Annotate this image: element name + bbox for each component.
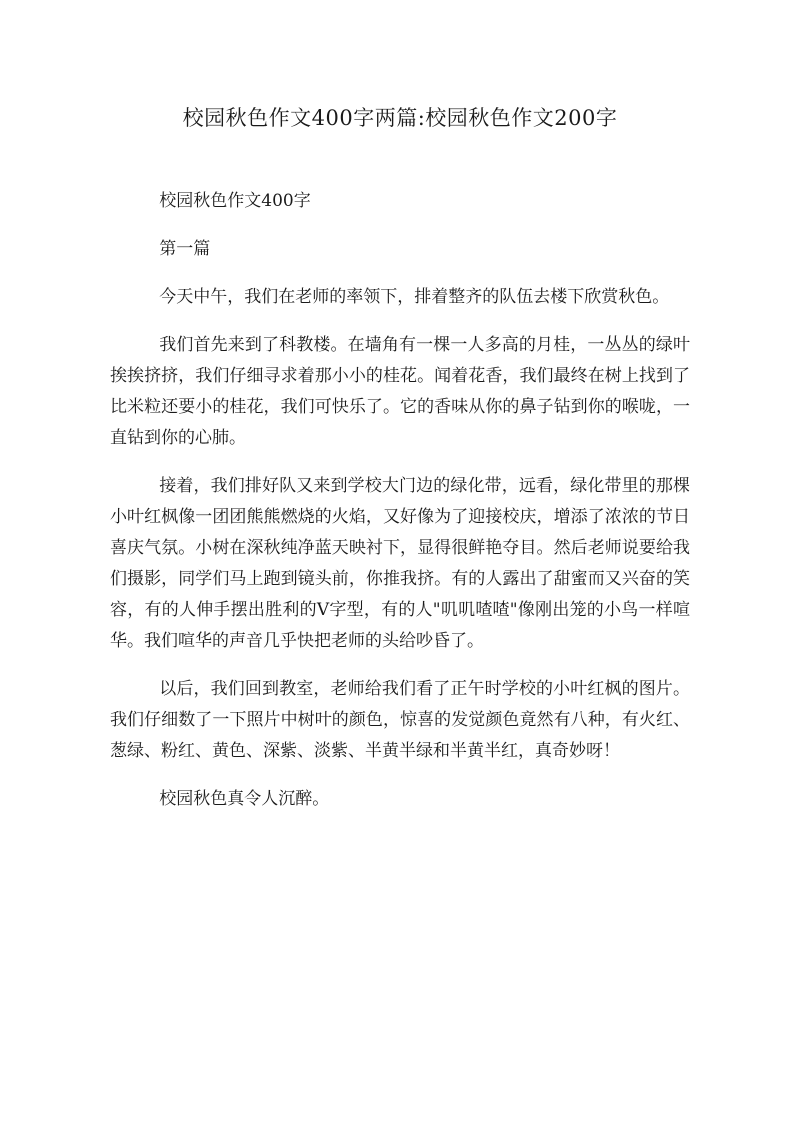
paragraph: 接着，我们排好队又来到学校大门边的绿化带，远看，绿化带里的那棵小叶红枫像一团团熊熊燃烧的火焰，又好像为了迎接校庆，增添了浓浓的节日喜庆气氛。小树在深秋纯净蓝天映衬下，显得很鲜艳夺目。然后老师说要给我们摄影，同学们马上跑到镜头前，你推我挤。有的人露出了甜蜜而又兴奋的笑容，有的人伸手摆出胜利的V字型，有的人"叽叽喳喳"像刚出笼的小鸟一样喧华。我们喧华的声音几乎快把老师的头给吵昏了。: [110, 476, 690, 651]
part-label: 第一篇: [159, 239, 211, 259]
document-title: 校园秋色作文400字两篇:校园秋色作文200字: [182, 106, 618, 130]
paragraph: 以后，我们回到教室，老师给我们看了正午时学校的小叶红枫的图片。我们仔细数了一下照片中树叶的颜色，惊喜的发觉颜色竟然有八种，有火红、葱绿、粉红、黄色、深紫、淡紫、半黄半绿和半黄半红，真奇妙呀！: [110, 679, 690, 761]
paragraph: 今天中午，我们在老师的率领下，排着整齐的队伍去楼下欣赏秋色。: [159, 287, 670, 307]
paragraph: 我们首先来到了科教楼。在墙角有一棵一人多高的月桂，一丛丛的绿叶挨挨挤挤，我们仔细寻求着那小小的桂花。闻着花香，我们最终在树上找到了比米粒还要小的桂花，我们可快乐了。它的香味从你的鼻子钻到你的喉咙，一直钻到你的心肺。: [110, 335, 690, 448]
section-heading: 校园秋色作文400字: [159, 191, 311, 211]
paragraph: 校园秋色真令人沉醉。: [159, 789, 330, 809]
document-body: [110, 186, 690, 832]
